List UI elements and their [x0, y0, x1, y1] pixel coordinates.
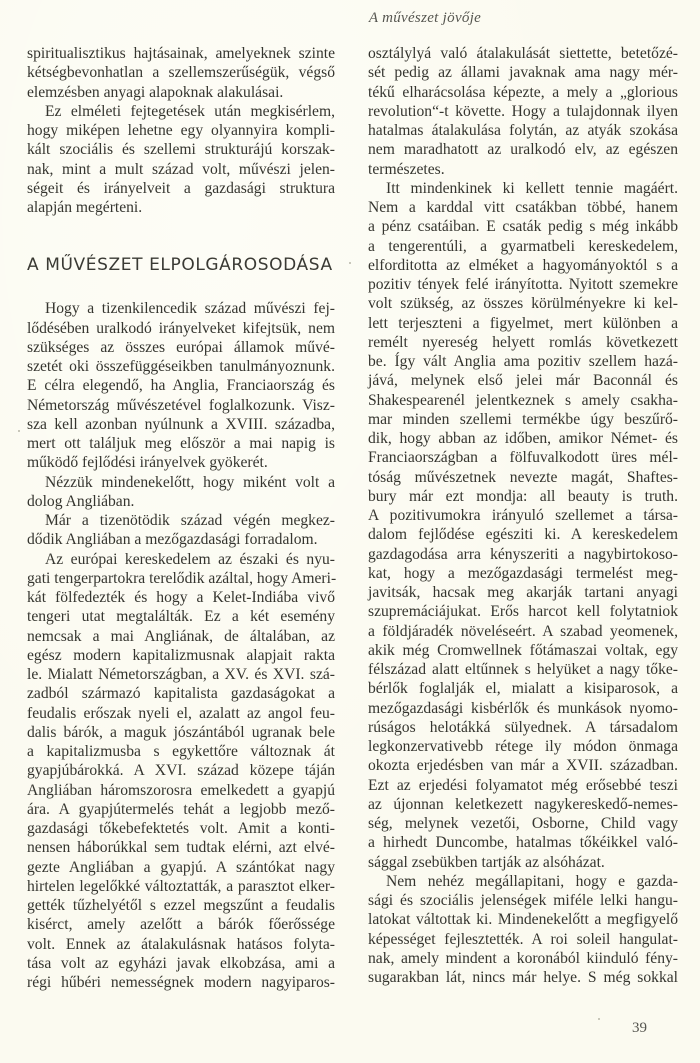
text-line: a földjáradék növeléseért. A szabad yeomenek, [368, 622, 678, 640]
text-line: Hogy a tizenkilencedik század művészi fej- [45, 300, 335, 318]
paragraph [27, 299, 335, 472]
text-line: dalom fejlődése egésziti ki. A kereskedelem [368, 526, 678, 544]
text-line: Franciaországban a fölfuvalkodott üres mél- [368, 449, 678, 467]
text-line: kált szociális és szellemi strukturájú korszak- [27, 141, 335, 159]
right-column [368, 44, 678, 987]
text-line: latokat váltottak ki. Mindenekelőtt a megfigyelő [368, 911, 678, 929]
text-line: ségeit és irányelveit a gazdasági struktura [27, 179, 335, 197]
text-line: kát fölfedezték és hogy a Kelet-Indiába vivő [27, 589, 335, 606]
text-line: legkonzervativebb rétege ily módon önmaga [368, 738, 678, 755]
text-line: Nézzük mindenekelőtt, hogy miként volt a [45, 473, 335, 491]
text-line: gati tengerpartokra terelődik azáltal, hogy Ameri- [27, 569, 337, 587]
text-line: nensen háborúkkal sem tudtak elérni, azt elvé- [27, 839, 335, 857]
text-line: kat, hogy a mezőgazdasági termelést meg- [368, 564, 678, 582]
text-line: E célra elegendő, ha Anglia, Franciaország és [27, 377, 335, 395]
text-line: sugarakban lát, nincs már helye. S még sokkal [368, 969, 678, 986]
text-line: rúságos helotákká sülyednek. A társadalom [368, 718, 678, 736]
spacer [27, 217, 335, 253]
text-line: sággal zsebükben tartják az alsóházat. [368, 853, 605, 871]
text-line: nak, mint a mult század volt, művészi jelen- [27, 160, 335, 178]
paragraph [368, 44, 678, 179]
text-line: lődésében uralkodó irányelveket kifejtsük, nem [27, 319, 335, 337]
text-line: egész modern kapitalizmusnak alapjait rakta [27, 646, 335, 664]
text-line: be. Így vált Anglia ama pozitiv szellem hazá- [368, 353, 678, 370]
text-line: elforditotta az elméket a hagyományoktól s a [368, 256, 678, 274]
text-line: ség, melynek vezetői, Osborne, Child vagy [368, 815, 678, 832]
print-speck [349, 262, 351, 264]
text-line: Németország művészetével foglalkozunk. Visz- [27, 396, 335, 414]
text-line: javitsák, hacsak meg akarják tartani anyagi [368, 584, 678, 601]
text-line: Az európai kereskedelem az északi és nyu- [45, 550, 335, 568]
text-line: dolog Angliában. [27, 492, 135, 510]
text-line: elemzésben anyagi alapoknak alakulásai. [27, 83, 284, 101]
text-line: mar minden szellemi termékbe úgy beszűrő- [368, 410, 678, 428]
text-line: mezőgazdasági kisbérlők és munkások nyomo- [368, 699, 678, 717]
text-line: tóság művészetnek nevezte magát, Shaftes- [368, 468, 678, 486]
text-line: a pénz csatáiban. E csaták pedig s még inkább [368, 218, 678, 236]
text-line: tása volt az egyházi javak elkobzása, ami a [27, 954, 335, 972]
text-line: bérlők foglalják el, mialatt a kisiparosok, a [368, 680, 678, 698]
text-line: hatalmas átalakulása folytán, az atyák szokása [368, 122, 678, 139]
text-line: osztálylyá való átalakulását siettette, betetőzé- [368, 45, 678, 62]
text-line: szetét oki összefüggéseikben tanulmányoznunk. [27, 358, 335, 375]
paragraph [368, 872, 678, 988]
text-line: sági és szociális jelenségek miféle lelki hangu- [368, 892, 678, 909]
text-line: A pozitivumokra irányuló szellemet a társa- [368, 507, 678, 524]
text-line: dik, hogy abban az időben, amikor Német- és [368, 430, 678, 447]
text-line: nemcsak a mai Angliának, de általában, az [27, 627, 335, 645]
text-line: jává, melynek első jelei már Baconnál és [368, 372, 678, 390]
text-line: a hirhedt Duncombe, hatalmas tőkéikkel való- [368, 834, 678, 852]
text-line: remélt nyereség helyett romlás következett [368, 333, 678, 351]
paragraph [27, 550, 335, 993]
text-line: az újonnan keletkezett nagykereskedő-nemes- [368, 795, 678, 813]
text-line: lett terjeszteni a figyelmet, mert különben a [368, 314, 678, 332]
text-line: tengeri utat megtalálták. Ez a két esemény [27, 608, 335, 626]
text-line: Itt mindenkinek ki kellett tennie magáért. [386, 179, 678, 197]
text-line: természetes. [368, 160, 445, 178]
text-line: alapján megérteni. [27, 199, 143, 216]
text-line: képességet fejlesztették. A roi soleil hangulat- [368, 930, 678, 948]
text-line: Ez elméleti fejtegetések után megkisérlem, [45, 102, 335, 120]
print-speck [18, 430, 20, 432]
text-line: nem maradhatott az uralkodó elv, az egészen [368, 141, 678, 159]
spacer [27, 277, 335, 299]
text-line: ára. A gyapjútermelés tehát a legjobb mező- [27, 800, 335, 818]
text-line: Már a tizenötödik század végén megkez- [45, 512, 335, 529]
text-line: Shakespearenél jelentkeznek s amely csakha- [368, 391, 678, 409]
paragraph [27, 511, 335, 550]
text-line: a tengerentúli, a gyarmatbeli kereskedelem, [368, 237, 678, 255]
text-line: feudalis erőszak nyeli el, azalatt az angol feu- [27, 704, 335, 722]
text-line: volt szükség, az összes körülményekre ki kel- [368, 295, 678, 313]
text-line: régi hűbéri nemességnek modern nagyiparos- [27, 974, 335, 991]
text-line: a kapitalizmusba s egykettőre változnak át [27, 743, 335, 760]
text-line: kétségbevonhatlan a szellemszerűségük, végső [27, 64, 335, 82]
text-line: Nem nehéz megállapitani, hogy e gazda- [386, 872, 678, 890]
text-line: mert ott találjuk meg először a mai napig is [27, 435, 335, 452]
text-line: zadból származó kapitalista gazdaságokat a [27, 685, 335, 703]
text-line: szupremáciájukat. Erős harcot kell folytatniok [368, 603, 678, 621]
text-line: hirtelen legelőkké változtatták, a parasztot elker- [27, 877, 335, 895]
text-line: Angliában háromszorosra emelkedett a gyapjú [27, 781, 335, 799]
text-line: gették tűzhelyétől s ezzel megszűnt a feudalis [27, 897, 335, 914]
text-line: bury már ezt mondja: all beauty is truth. [368, 487, 678, 505]
text-line: Ezt az erjedési folyamatot még erősebbé teszi [368, 776, 678, 794]
left-column [27, 44, 335, 992]
text-line: Nem a karddal vitt csatákban többé, hanem [368, 199, 678, 216]
paragraph [27, 102, 335, 218]
print-speck [598, 1018, 600, 1020]
text-line: spiritualisztikus hajtásainak, amelyeknek szinte [27, 45, 335, 62]
page-number: 39 [632, 1020, 647, 1036]
text-line: tékű elharácsolása képezte, a mely a „glorious [368, 83, 678, 101]
text-line: kisérct, amely azelőtt a bárók főerőssége [27, 916, 335, 934]
text-line: sét pedig az állami javaknak ama nagy mér- [368, 64, 678, 82]
text-line: sza kell azonban nyúlnunk a XVIII. századba, [27, 415, 335, 433]
text-line: le. Mialatt Németországban, a XV. és XVI. szá- [27, 666, 335, 683]
text-line: pozitiv tények felé irányította. Nyitott szemekre [368, 276, 678, 293]
paragraph [368, 179, 678, 872]
text-line: félszázad alatt eltűnnek s helyüket a nagy tőke- [368, 661, 678, 678]
text-line: működő fejlődési irányelvek gyökerét. [27, 454, 268, 472]
text-line: volt. Ennek az átalakulásnak hatásos folyta- [27, 935, 335, 953]
text-line: gazdagodása arra kényszeriti a nagybirtokoso- [368, 545, 678, 563]
paragraph [27, 44, 335, 102]
text-line: akik még Cromwellnek főtámaszai voltak, egy [368, 641, 678, 659]
text-line: gyapjúbárokká. A XVI. század közepe táján [27, 762, 335, 780]
text-line: nak, amely mindent a koronából kiinduló fény- [368, 949, 678, 967]
text-line: gezte Angliában a gyapjú. A szántókat nagy [27, 858, 335, 876]
section-title: A MŰVÉSZET ELPOLGÁROSODÁSA [27, 255, 333, 276]
text-line: revolution“-t követte. Hogy a tulajdonnak ilyen [368, 102, 678, 120]
text-line: hogy miképen lehetne egy olyannyira kompli- [27, 122, 335, 139]
text-line: okozta erjedésben van már a XVII. században. [368, 757, 678, 775]
text-line: dalis bárók, a maguk jószántából ugranak bele [27, 723, 335, 741]
text-line: gazdasági tőkebefektetés volt. Amit a konti- [27, 820, 335, 837]
text-line: dődik Angliában a mezőgazdasági forradalom. [27, 531, 318, 549]
text-line: szükséges az összes európai államok művé- [27, 338, 335, 356]
running-head: A művészet jövője [368, 10, 482, 26]
paragraph [27, 473, 335, 512]
